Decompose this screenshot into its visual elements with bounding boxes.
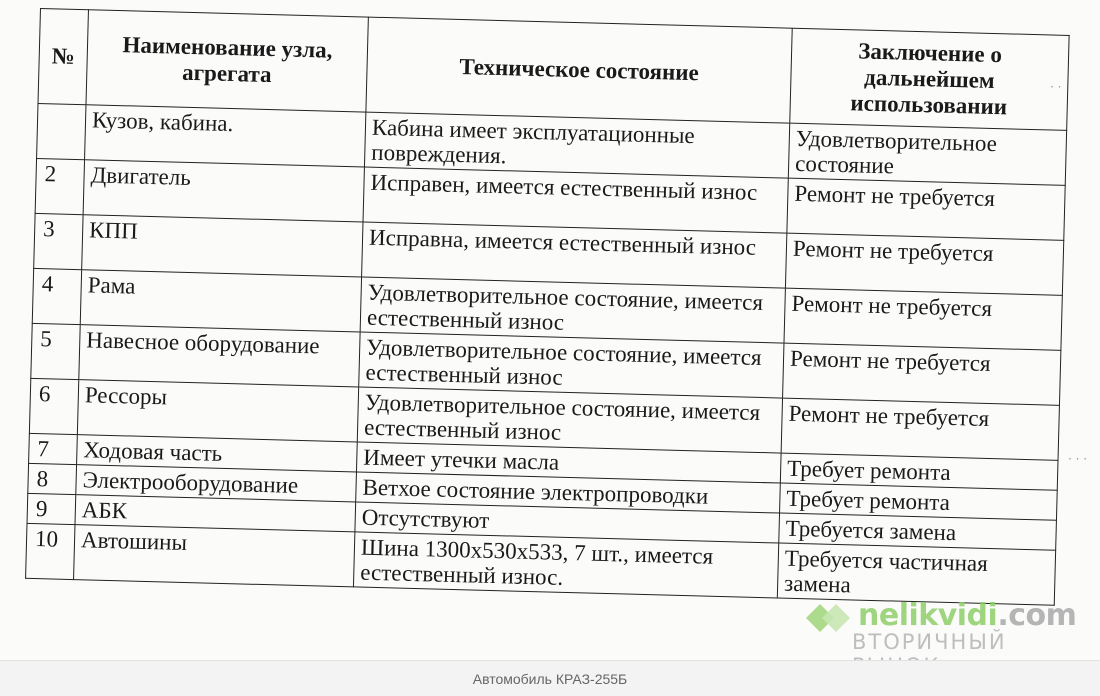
row-conclusion: Ремонт не требуется xyxy=(787,178,1065,240)
image-caption: Автомобиль КРАЗ-255Б xyxy=(472,670,628,687)
row-name: Ходовая часть xyxy=(77,435,358,472)
row-name: Рессоры xyxy=(77,380,358,442)
row-conclusion: Ремонт не требуется xyxy=(781,398,1059,460)
watermark-brand-tld: .com xyxy=(997,598,1077,633)
row-conclusion: Требует ремонта xyxy=(780,483,1058,520)
row-state: Шина 1300x530x533, 7 шт., имеется естественный износ. xyxy=(353,532,778,598)
row-state: Ветхое состояние электропроводки xyxy=(356,472,781,513)
header-num: № xyxy=(38,9,88,105)
row-num: 2 xyxy=(35,158,84,214)
row-num: 4 xyxy=(32,268,81,324)
row-num: 5 xyxy=(31,323,80,379)
row-state: Исправна, имеется естественный износ xyxy=(362,222,787,288)
row-conclusion: Удовлетворительное состояние xyxy=(788,123,1066,185)
row-num: 9 xyxy=(27,493,76,524)
row-state: Удовлетворительное состояние, имеется естественный износ xyxy=(359,332,784,398)
caption-bar xyxy=(0,660,1100,696)
row-conclusion: Ремонт не требуется xyxy=(785,233,1063,295)
watermark-brand xyxy=(858,598,1076,633)
row-name: Двигатель xyxy=(83,160,364,222)
scan-speck: · · · xyxy=(1068,452,1088,466)
row-name: КПП xyxy=(82,215,363,277)
row-state: Имеет утечки масла xyxy=(356,442,781,483)
watermark-subtitle: ВТОРИЧНЫЙ xyxy=(852,630,1007,654)
row-num xyxy=(37,103,86,159)
watermark xyxy=(800,596,1080,660)
row-num: 3 xyxy=(34,213,83,269)
row-conclusion: Требует ремонта xyxy=(780,453,1058,490)
row-name: АБК xyxy=(75,495,356,532)
header-name: Наименование узла, агрегата xyxy=(86,10,368,112)
row-name: Навесное оборудование xyxy=(79,325,360,387)
row-state: Отсутствуют xyxy=(355,502,780,543)
row-state: Кабина имеет эксплуатационные повреждения. xyxy=(364,112,789,178)
row-name: Электрооборудование xyxy=(76,465,357,502)
row-state: Удовлетворительное состояние, имеется естественный износ xyxy=(357,387,782,453)
row-conclusion: Требуется частичная замена xyxy=(777,543,1055,605)
row-num: 8 xyxy=(28,463,77,494)
row-name: Рама xyxy=(80,270,361,332)
row-conclusion: Ремонт не требуется xyxy=(783,343,1061,405)
watermark-logo-icon xyxy=(800,598,854,638)
row-num: 10 xyxy=(26,523,75,579)
inspection-table xyxy=(25,8,1070,606)
row-state: Удовлетворительное состояние, имеется естественный износ xyxy=(360,277,785,343)
inspection-sheet xyxy=(25,8,1070,606)
header-conclusion: Заключение о дальнейшем использовании xyxy=(790,28,1069,130)
row-conclusion: Требуется замена xyxy=(779,513,1057,550)
row-num: 7 xyxy=(29,433,78,464)
row-name: Автошины xyxy=(74,525,355,587)
row-state: Исправен, имеется естественный износ xyxy=(363,167,788,233)
scan-speck: · · xyxy=(1050,80,1062,94)
row-name: Кузов, кабина. xyxy=(85,105,366,167)
row-num: 6 xyxy=(29,378,78,434)
row-conclusion: Ремонт не требуется xyxy=(784,288,1062,350)
watermark-brand-main: nelikvidi xyxy=(858,598,998,633)
header-state: Техническое состояние xyxy=(366,17,792,123)
